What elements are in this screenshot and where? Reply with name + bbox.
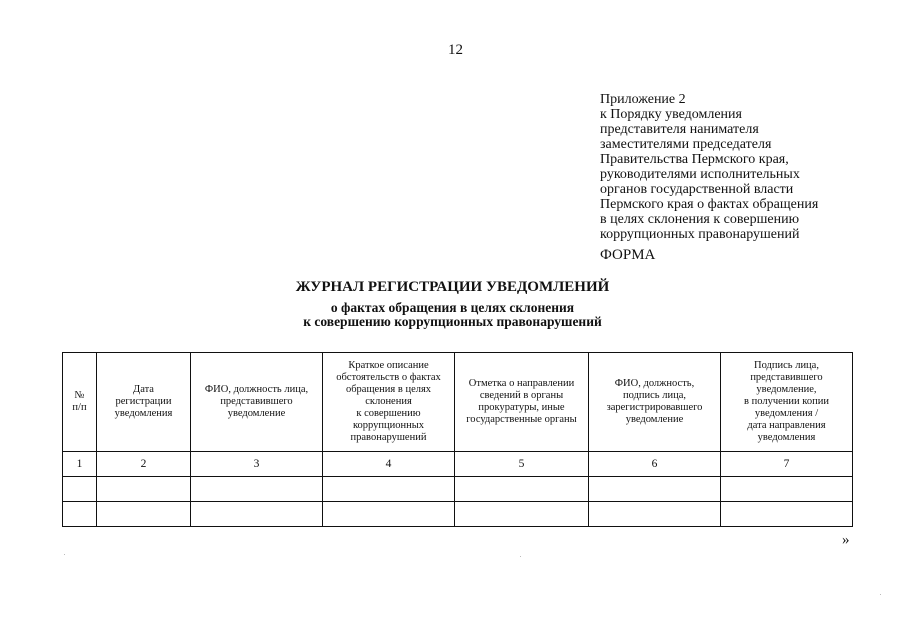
appendix-line: представителя нанимателя [600, 122, 759, 137]
page-number: 12 [448, 42, 463, 58]
appendix-line: коррупционных правонарушений [600, 227, 800, 242]
scan-artifact [880, 594, 881, 595]
table-cell [323, 477, 455, 502]
document-subtitle-line-1: о фактах обращения в целях склонения [330, 300, 575, 315]
column-number: 4 [323, 452, 455, 477]
document-title: ЖУРНАЛ РЕГИСТРАЦИИ УВЕДОМЛЕНИЙ [295, 279, 610, 295]
column-header: Краткое описание обстоятельств о фактах обращения в целях склонения к совершению коррупционных правонарушений [323, 353, 455, 452]
column-header: Подпись лица, представившего уведомление, в получении копии уведомления / дата направления уведомления [721, 353, 853, 452]
appendix-line: руководителями исполнительных [600, 167, 800, 182]
column-header: № п/п [63, 353, 97, 452]
appendix-line: органов государственной власти [600, 182, 794, 197]
column-number: 7 [721, 452, 853, 477]
table-cell [97, 477, 191, 502]
closing-quote: » [842, 532, 850, 548]
column-header: Отметка о направлении сведений в органы прокуратуры, иные государственные органы [455, 353, 589, 452]
table-cell [455, 502, 589, 527]
table-cell [63, 477, 97, 502]
column-numbers-row [63, 452, 853, 477]
appendix-line: в целях склонения к совершению [600, 212, 800, 227]
table-cell [589, 477, 721, 502]
table-cell [721, 502, 853, 527]
column-header: Дата регистрации уведомления [97, 353, 191, 452]
appendix-line: заместителями председателя [600, 137, 772, 152]
scan-artifact [520, 556, 521, 557]
column-number: 2 [97, 452, 191, 477]
form-label: ФОРМА [600, 247, 656, 263]
column-number: 3 [191, 452, 323, 477]
appendix-line: Пермского края о фактах обращения [600, 197, 819, 212]
scan-artifact [64, 554, 65, 555]
appendix-line: Приложение 2 [600, 92, 686, 107]
column-header: ФИО, должность лица, представившего уведомление [191, 353, 323, 452]
column-header: ФИО, должность, подпись лица, зарегистрировавшего уведомление [589, 353, 721, 452]
appendix-block [600, 92, 890, 242]
column-number: 5 [455, 452, 589, 477]
table-cell [191, 502, 323, 527]
table-cell [191, 477, 323, 502]
column-number: 6 [589, 452, 721, 477]
appendix-line: Правительства Пермского края, [600, 152, 789, 167]
table-cell [97, 502, 191, 527]
document-subtitle-line-2: к совершению коррупционных правонарушений [303, 314, 602, 329]
table-cell [323, 502, 455, 527]
registration-journal-table [62, 352, 853, 527]
table-row [63, 502, 853, 527]
column-number: 1 [63, 452, 97, 477]
table-header-row [63, 353, 853, 452]
table-cell [589, 502, 721, 527]
table-cell [721, 477, 853, 502]
table-row [63, 477, 853, 502]
table-cell [455, 477, 589, 502]
table-cell [63, 502, 97, 527]
appendix-line: к Порядку уведомления [600, 107, 742, 122]
